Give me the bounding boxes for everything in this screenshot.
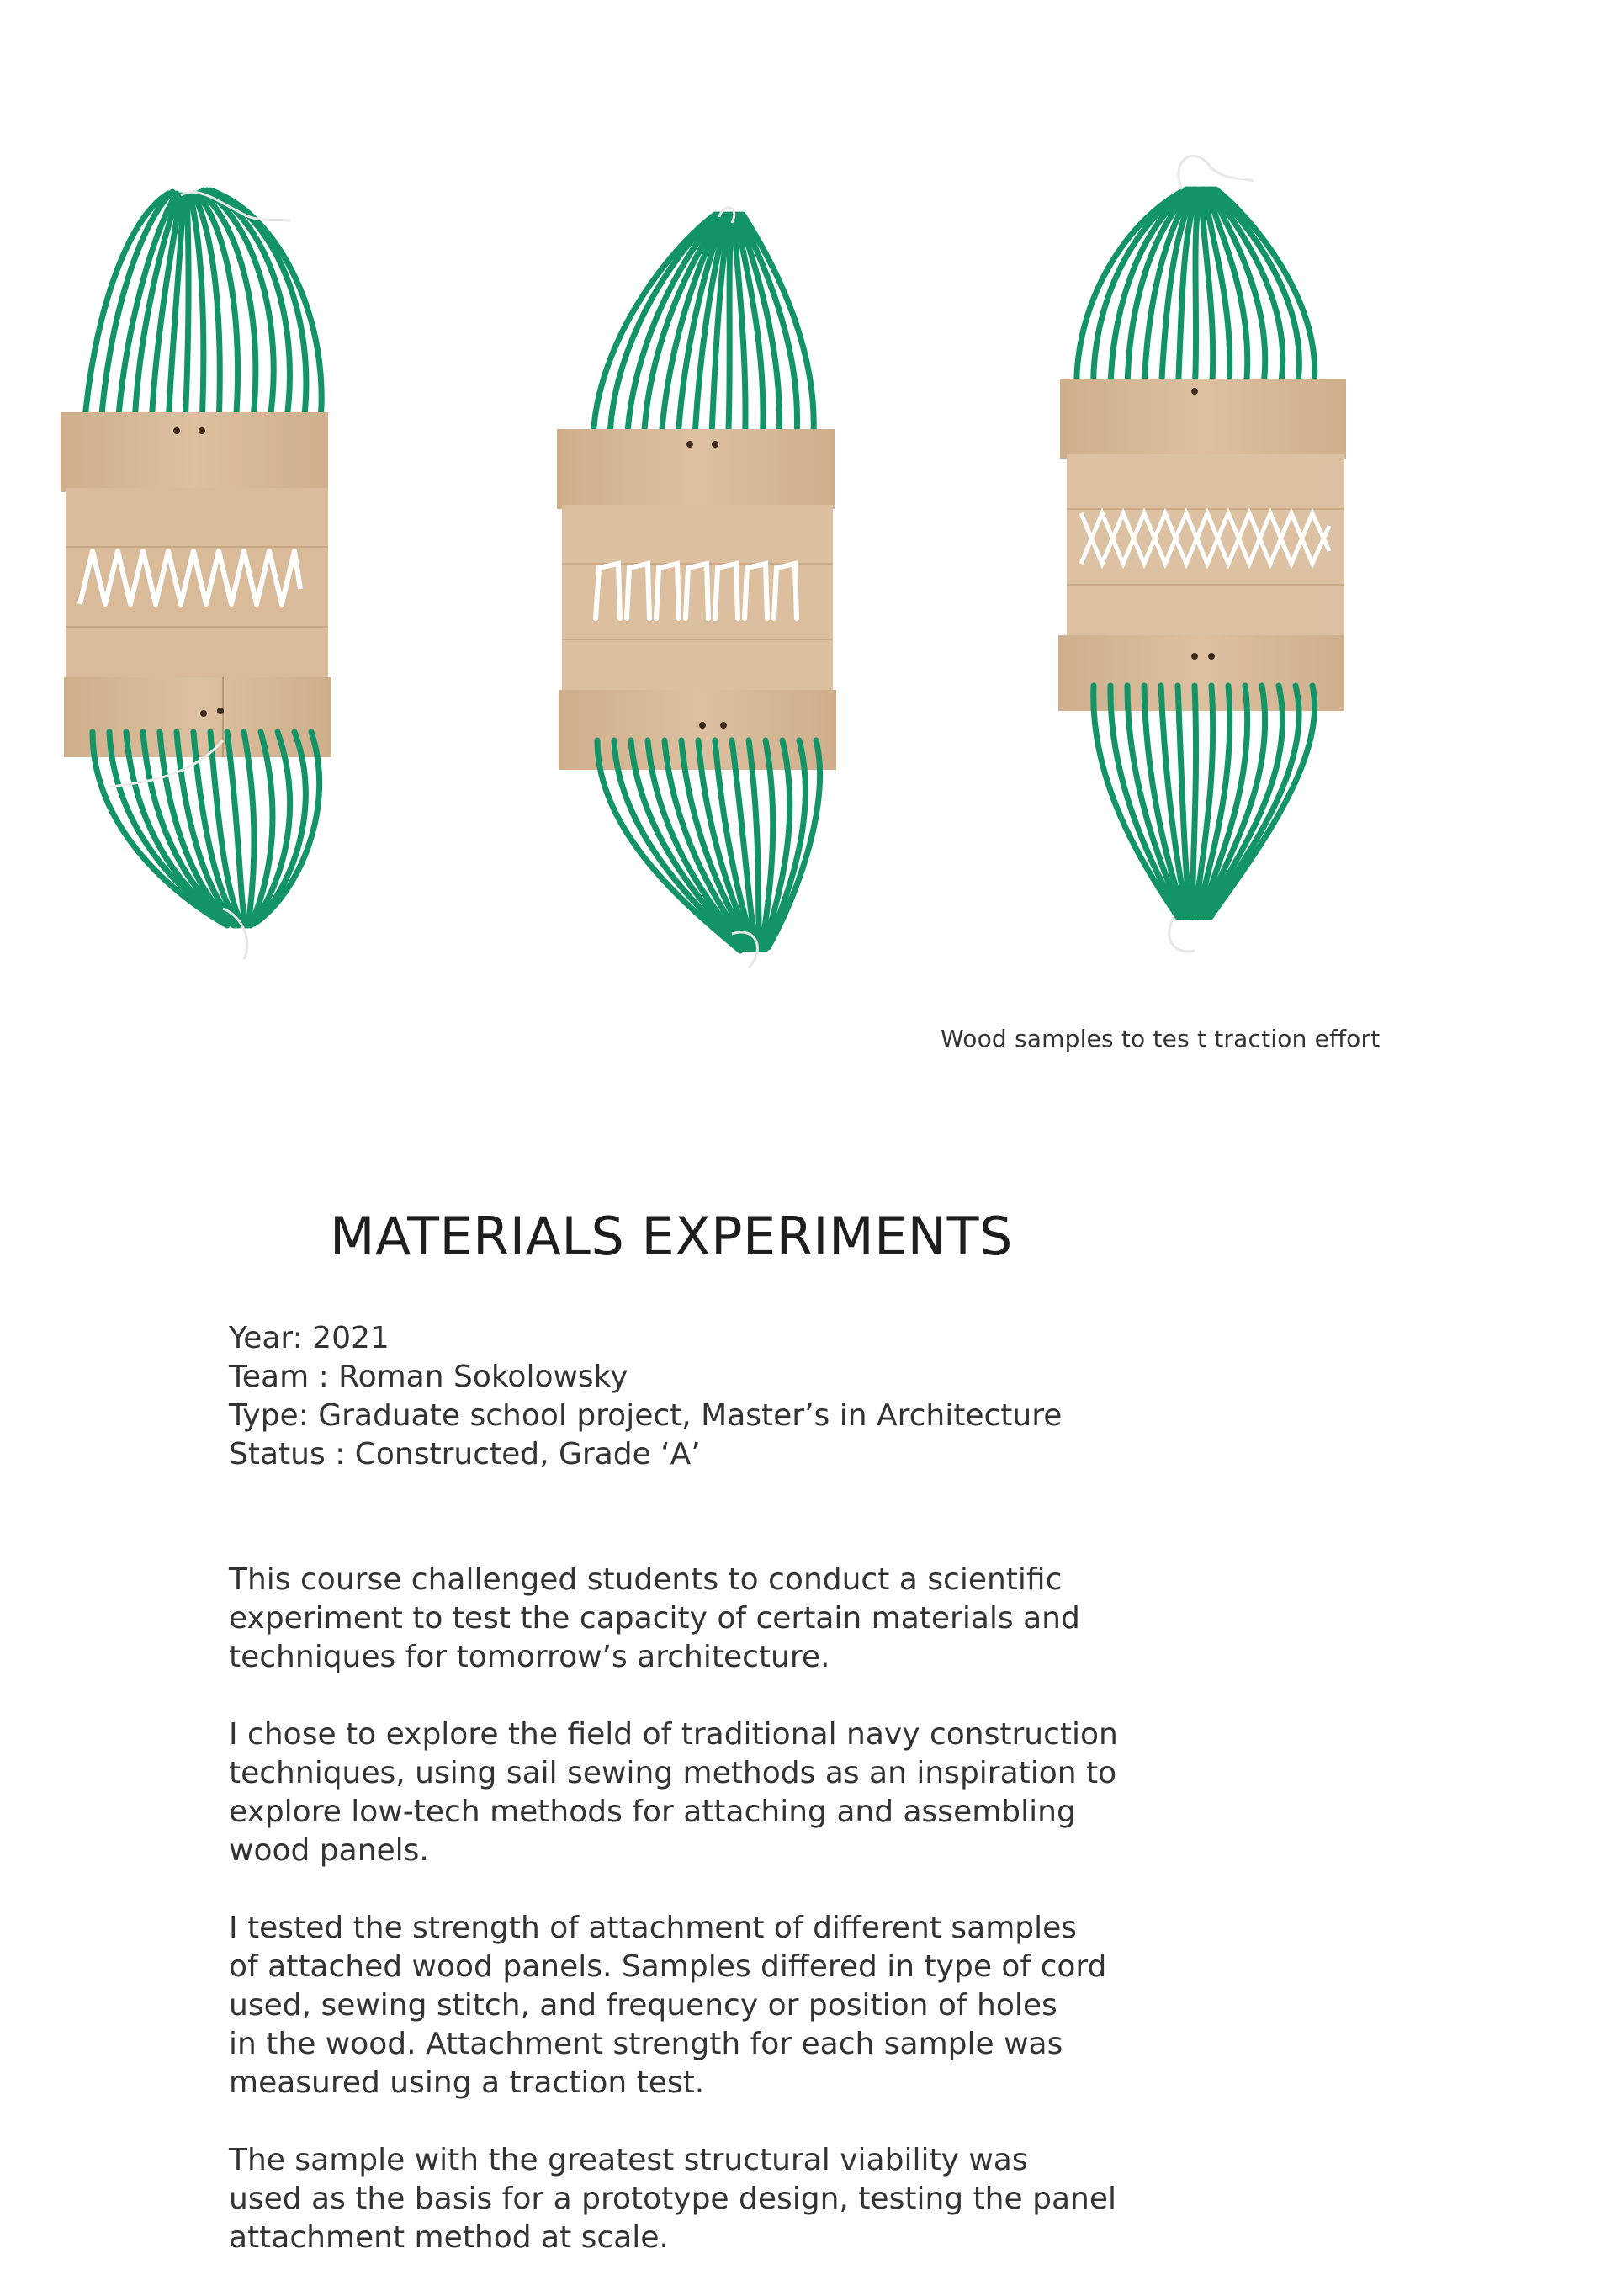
paragraph: The sample with the greatest structural viability was used as the basis for a prototype design, testing the panel attachment method at scale. (229, 2143, 1116, 2255)
meta-type: Type: Graduate school project, Master’s in Architecture (229, 1398, 1063, 1433)
body-text (229, 1561, 1196, 2296)
meta-year: Year: 2021 (229, 1321, 390, 1355)
project-meta (229, 1319, 1062, 1474)
straight-stitch-sample (557, 208, 836, 968)
figure-caption: Wood samples to tes t traction effort (941, 1025, 1381, 1053)
paragraph: I chose to explore the field of traditional navy construction techniques, using sail sewing methods as an inspiration to explore low-tech methods for attaching and assembling wood panels. (229, 1717, 1118, 1868)
zigzag-stitch-sample (61, 190, 331, 959)
meta-team: Team : Roman Sokolowsky (229, 1360, 628, 1394)
cross-stitch-sample (1058, 156, 1346, 952)
paragraph: I tested the strength of attachment of different samples of attached wood panels. Samples differed in type of cord used, sewing stitch, and frequency or position of holes in the wood. Attachment strength for each sample was measured using a traction test. (229, 1911, 1107, 2100)
meta-status: Status : Constructed, Grade ‘A’ (229, 1437, 701, 1471)
paragraph: This course challenged students to conduct a scientific experiment to test the capacity of certain materials and techniques for tomorrow’s architecture. (229, 1562, 1080, 1674)
sample-photos (0, 0, 1606, 1010)
page-title: MATERIALS EXPERIMENTS (330, 1206, 1013, 1267)
